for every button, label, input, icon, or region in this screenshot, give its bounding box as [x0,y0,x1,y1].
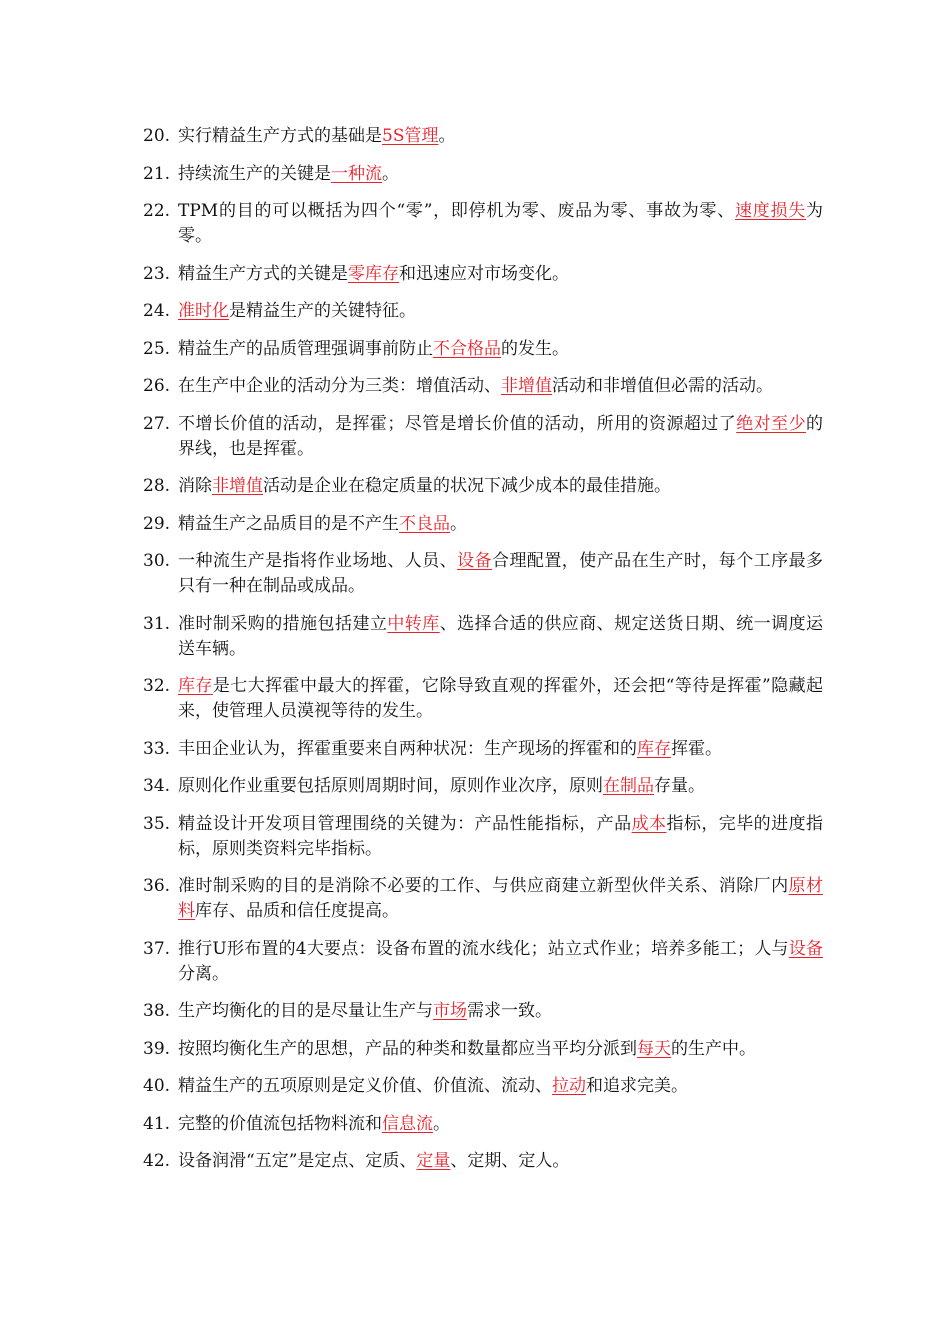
item-number: 27. [143,413,171,434]
item-text [178,549,823,599]
text-segment: 。 [438,126,456,146]
answer-blank: 中转库 [387,613,440,634]
text-segment: 的界线，也是挥霍。 [178,413,824,459]
answer-blank: 5S管理 [382,126,439,146]
item-text [178,1149,823,1174]
item-number: 41. [143,1113,171,1134]
text-segment: 需求一致。 [467,1001,552,1021]
text-segment: 精益生产之品质目的是不产生 [178,513,399,534]
text-segment: 、定期、定人。 [450,1151,570,1171]
list-item [143,337,823,362]
list-item [143,1112,823,1137]
list-item [143,674,823,724]
item-number: 35. [143,813,171,834]
list-item [143,774,823,799]
item-number: 37. [143,938,171,959]
answer-blank: 原材料 [178,876,824,921]
answer-blank: 成本 [631,813,667,834]
text-segment: 推行U形布置的4大要点：设备布置的流水线化；站立式作业；培养多能工；人与 [178,938,789,959]
item-text [178,812,823,862]
item-text [178,674,823,724]
text-segment: 消除 [178,476,212,496]
item-number: 34. [143,776,171,796]
list-item [143,162,823,187]
text-segment: 一种流生产是指将作业场地、人员、 [178,551,458,571]
item-number: 39. [143,1038,171,1059]
text-segment: 分离。 [178,963,229,984]
list-item [143,612,823,662]
text-segment: 合理配置，使产品在生产时，每个工序最多只有一种在制品或成品。 [178,551,824,596]
item-text [178,262,823,287]
list-item [143,812,823,862]
item-number: 20. [143,126,171,146]
item-text [178,737,823,762]
item-number: 25. [143,338,171,359]
text-segment: 。 [433,1113,450,1134]
answer-blank: 拉动 [552,1076,586,1096]
answer-blank: 库存 [178,676,213,696]
text-segment: 的生产中。 [671,1038,756,1059]
list-item [143,1037,823,1062]
item-text [178,124,823,149]
text-segment: 不增长价值的活动，是挥霍；尽管是增长价值的活动，所用的资源超过了 [178,413,737,434]
item-number: 22. [143,201,171,221]
text-segment: 为零。 [178,201,823,246]
list-item [143,199,823,249]
answer-blank: 定量 [416,1151,451,1171]
list-item [143,474,823,499]
item-number: 30. [143,551,171,571]
text-segment: 实行精益生产方式的基础是 [178,126,382,146]
text-segment: 挥霍。 [671,738,722,759]
text-segment: 原则化作业重要包括原则周期时间，原则作业次序，原则 [178,776,603,796]
text-segment: 的发生。 [501,338,569,359]
answer-blank: 市场 [433,1001,467,1021]
answer-blank: 非增值 [501,376,552,396]
item-text [178,612,823,662]
text-segment: 完整的价值流包括物料流和 [178,1113,382,1134]
item-number: 21. [143,163,171,184]
text-segment: TPM的目的可以概括为四个“零”，即停机为零、废品为零、事故为零、 [178,201,735,221]
answer-blank: 不良品 [399,513,450,534]
answer-blank: 准时化 [178,301,229,321]
text-segment: 活动是企业在稳定质量的状况下减少成本的最佳措施。 [263,476,671,496]
answer-blank: 零库存 [348,263,399,284]
list-item [143,262,823,287]
text-segment: 设备润滑“五定”是定点、定质、 [178,1151,417,1171]
text-segment: 、选择合适的供应商、规定送货日期、统一调度运送车辆。 [178,613,824,659]
text-segment: 精益生产的五项原则是定义价值、价值流、流动、 [178,1076,552,1096]
question-list [143,124,823,1187]
text-segment: 持续流生产的关键是 [178,163,331,184]
item-text [178,199,823,249]
text-segment: 准时制采购的措施包括建立 [178,613,388,634]
answer-blank: 绝对至少 [736,413,807,434]
text-segment: 生产均衡化的目的是尽量让生产与 [178,1001,433,1021]
answer-blank: 信息流 [382,1113,433,1134]
answer-blank: 一种流 [331,163,382,184]
list-item [143,299,823,324]
item-number: 38. [143,1001,171,1021]
item-number: 28. [143,476,171,496]
item-text [178,1074,823,1099]
text-segment: 在生产中企业的活动分为三类：增值活动、 [178,376,501,396]
item-text [178,299,823,324]
answer-blank: 非增值 [212,476,263,496]
item-number: 24. [143,301,171,321]
item-text [178,1112,823,1137]
text-segment: 精益生产方式的关键是 [178,263,348,284]
answer-blank: 在制品 [603,776,654,796]
item-text [178,412,823,462]
item-number: 23. [143,263,171,284]
list-item [143,412,823,462]
item-text [178,374,823,399]
text-segment: 按照均衡化生产的思想，产品的种类和数量都应当平均分派到 [178,1038,637,1059]
text-segment: 是精益生产的关键特征。 [229,301,416,321]
item-number: 29. [143,513,171,534]
item-number: 31. [143,613,171,634]
list-item [143,512,823,537]
list-item [143,999,823,1024]
text-segment: 和追求完美。 [586,1076,688,1096]
answer-blank: 设备 [788,938,823,959]
text-segment: 存量。 [654,776,705,796]
text-segment: 准时制采购的目的是消除不必要的工作、与供应商建立新型伙伴关系、消除厂内 [178,876,789,896]
text-segment: 库存、品质和信任度提高。 [195,901,399,921]
text-segment: 指标，完毕的进度指标，原则类资料完毕指标。 [178,813,824,859]
list-item [143,1074,823,1099]
list-item [143,374,823,399]
list-item [143,124,823,149]
item-text [178,162,823,187]
text-segment: 丰田企业认为，挥霍重要来自两种状况：生产现场的挥霍和的 [178,738,637,759]
answer-blank: 速度损失 [734,201,806,221]
answer-blank: 不合格品 [433,338,501,359]
item-text [178,1037,823,1062]
item-text [178,512,823,537]
item-text [178,474,823,499]
answer-blank: 库存 [637,738,671,759]
text-segment: 活动和非增值但必需的活动。 [552,376,773,396]
item-text [178,999,823,1024]
list-item [143,549,823,599]
item-number: 33. [143,738,171,759]
item-number: 42. [143,1151,171,1171]
item-number: 26. [143,376,171,396]
text-segment: 和迅速应对市场变化。 [399,263,569,284]
text-segment: 精益设计开发项目管理围绕的关键为：产品性能指标，产品 [178,813,632,834]
answer-blank: 每天 [637,1038,671,1059]
text-segment: 。 [450,513,467,534]
answer-blank: 设备 [457,551,493,571]
text-segment: 是七大挥霍中最大的挥霍，它除导致直观的挥霍外，还会把“等待是挥霍”隐藏起来，使管理人员漠视等待的发生。 [178,676,823,721]
item-text [178,874,823,924]
text-segment: 。 [382,163,399,184]
text-segment: 精益生产的品质管理强调事前防止 [178,338,433,359]
item-text [178,937,823,987]
item-number: 36. [143,876,171,896]
list-item [143,937,823,987]
item-number: 40. [143,1076,171,1096]
list-item [143,874,823,924]
item-text [178,774,823,799]
list-item [143,1149,823,1174]
item-number: 32. [143,676,171,696]
list-item [143,737,823,762]
item-text [178,337,823,362]
